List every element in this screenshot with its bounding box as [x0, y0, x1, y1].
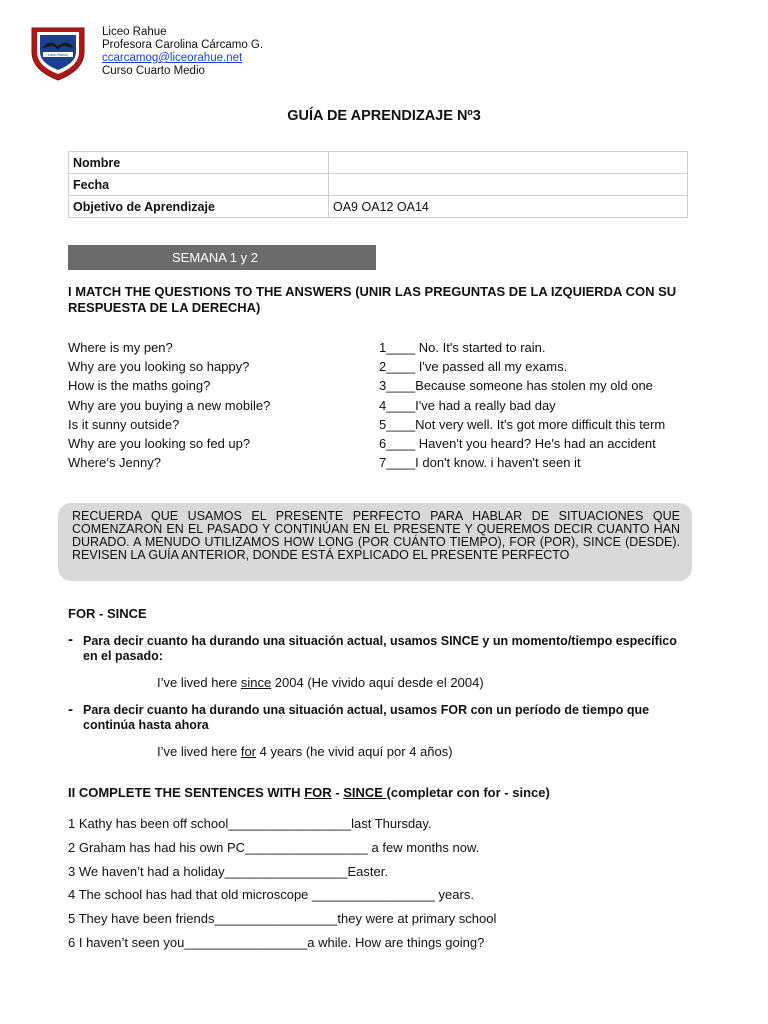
- question-item: Is it sunny outside?: [68, 416, 180, 432]
- answer-item: 2____ I've passed all my exams.: [379, 359, 568, 375]
- school-name: Liceo Rahue: [102, 26, 167, 38]
- table-row: [69, 174, 688, 196]
- for-rule: Para decir cuanto ha durando una situación actual, usamos FOR con un período de tiempo que continúa hasta ahora: [83, 703, 650, 732]
- answer-item: 1____ No. It's started to rain.: [379, 340, 546, 355]
- logo-text: Liceo Rahue: [47, 53, 69, 57]
- for-since-heading: FOR - SINCE: [68, 606, 147, 621]
- bullet-dash: -: [68, 631, 73, 648]
- table-row: [69, 196, 688, 218]
- teacher-name: Profesora Carolina Cárcamo G.: [102, 39, 264, 51]
- name-label: Nombre: [69, 152, 329, 174]
- example-keyword: for: [240, 744, 256, 759]
- question-item: Where is my pen?: [68, 340, 173, 355]
- question-item: Why are you looking so fed up?: [68, 436, 251, 452]
- questions-list: [68, 338, 270, 472]
- heading-text: (completar con for - since): [386, 785, 550, 800]
- student-info-table: [68, 151, 688, 218]
- sentence-item: 1 Kathy has been off school_________________last Thursday.: [68, 816, 432, 831]
- heading-keyword-since: SINCE: [343, 785, 387, 800]
- header-info: [102, 26, 263, 78]
- answer-item: 6____ Haven't you heard? He's had an accident: [379, 436, 656, 452]
- sentences-list: [68, 812, 496, 955]
- week-banner: [68, 245, 376, 270]
- objective-label: Objetivo de Aprendizaje: [69, 196, 329, 218]
- example-text: 2004 (He vivido aquí desde el 2004): [271, 675, 484, 690]
- objective-value: OA9 OA12 OA14: [329, 196, 688, 218]
- answers-list: [379, 338, 665, 472]
- since-rule: Para decir cuanto ha durando una situación actual, usamos SINCE y un momento/tiempo específico en el pasado:: [83, 634, 677, 663]
- for-example: [157, 744, 453, 759]
- sentence-item: 3 We haven’t had a holiday_________________Easter.: [68, 863, 388, 879]
- teacher-email-link[interactable]: ccarcamog@liceorahue.net: [102, 52, 243, 64]
- name-field[interactable]: [329, 152, 688, 174]
- answer-item: 3____Because someone has stolen my old one: [379, 378, 653, 394]
- question-item: How is the maths going?: [68, 378, 211, 394]
- answer-item: 7____I don't know. i haven't seen it: [379, 455, 581, 471]
- date-field[interactable]: [329, 174, 688, 196]
- example-keyword: since: [240, 675, 272, 690]
- heading-keyword-for: FOR: [304, 785, 332, 800]
- section2-heading: [68, 785, 550, 801]
- answer-item: 4____I've had a really bad day: [379, 397, 556, 413]
- section1-heading: I MATCH THE QUESTIONS TO THE ANSWERS (UNIR LAS PREGUNTAS DE LA IZQUIERDA CON SU RESPUESTA DE LA DERECHA): [68, 284, 677, 315]
- date-label: Fecha: [69, 174, 329, 196]
- question-item: Where’s Jenny?: [68, 455, 161, 471]
- sentence-item: 4 The school has had that old microscope _________________ years.: [68, 887, 474, 903]
- table-row: [69, 152, 688, 174]
- heading-text: II COMPLETE THE SENTENCES WITH: [68, 785, 305, 800]
- question-item: Why are you buying a new mobile?: [68, 397, 271, 413]
- sentence-item: 5 They have been friends_________________they were at primary school: [68, 911, 497, 927]
- heading-text: -: [331, 785, 344, 800]
- school-logo: [28, 22, 88, 82]
- sentence-item: 2 Graham has had his own PC_________________ a few months now.: [68, 839, 480, 855]
- since-example: [157, 675, 484, 690]
- bullet-dash: -: [68, 701, 73, 718]
- example-text: 4 years (he vivid aquí por 4 años): [256, 744, 453, 759]
- week-banner-label: SEMANA 1 y 2: [172, 250, 258, 265]
- example-text: I’ve lived here: [157, 744, 241, 759]
- answer-item: 5____Not very well. It's got more difficult this term: [379, 416, 666, 432]
- course-name: Curso Cuarto Medio: [102, 65, 205, 77]
- note-text: RECUERDA QUE USAMOS EL PRESENTE PERFECTO PARA HABLAR DE SITUACIONES QUE COMENZARON EN EL PASADO Y CONTINÚAN EN EL PRESENTE Y QUEREMOS DECIR CUANTO HAN DURADO. A MENUDO UTILIZAMOS HOW LONG (POR CUÁNTO TIEMPO), FOR (POR), SINCE (DESDE). REVISEN LA GUÍA ANTERIOR, DONDE ESTÁ EXPLICADO EL PRESENTE PERFECTO: [72, 509, 680, 562]
- question-item: Why are you looking so happy?: [68, 359, 250, 375]
- example-text: I’ve lived here: [157, 675, 241, 690]
- page-title: GUÍA DE APRENDIZAJE Nº3: [287, 108, 481, 124]
- sentence-item: 6 I haven’t seen you_________________a while. How are things going?: [68, 934, 485, 950]
